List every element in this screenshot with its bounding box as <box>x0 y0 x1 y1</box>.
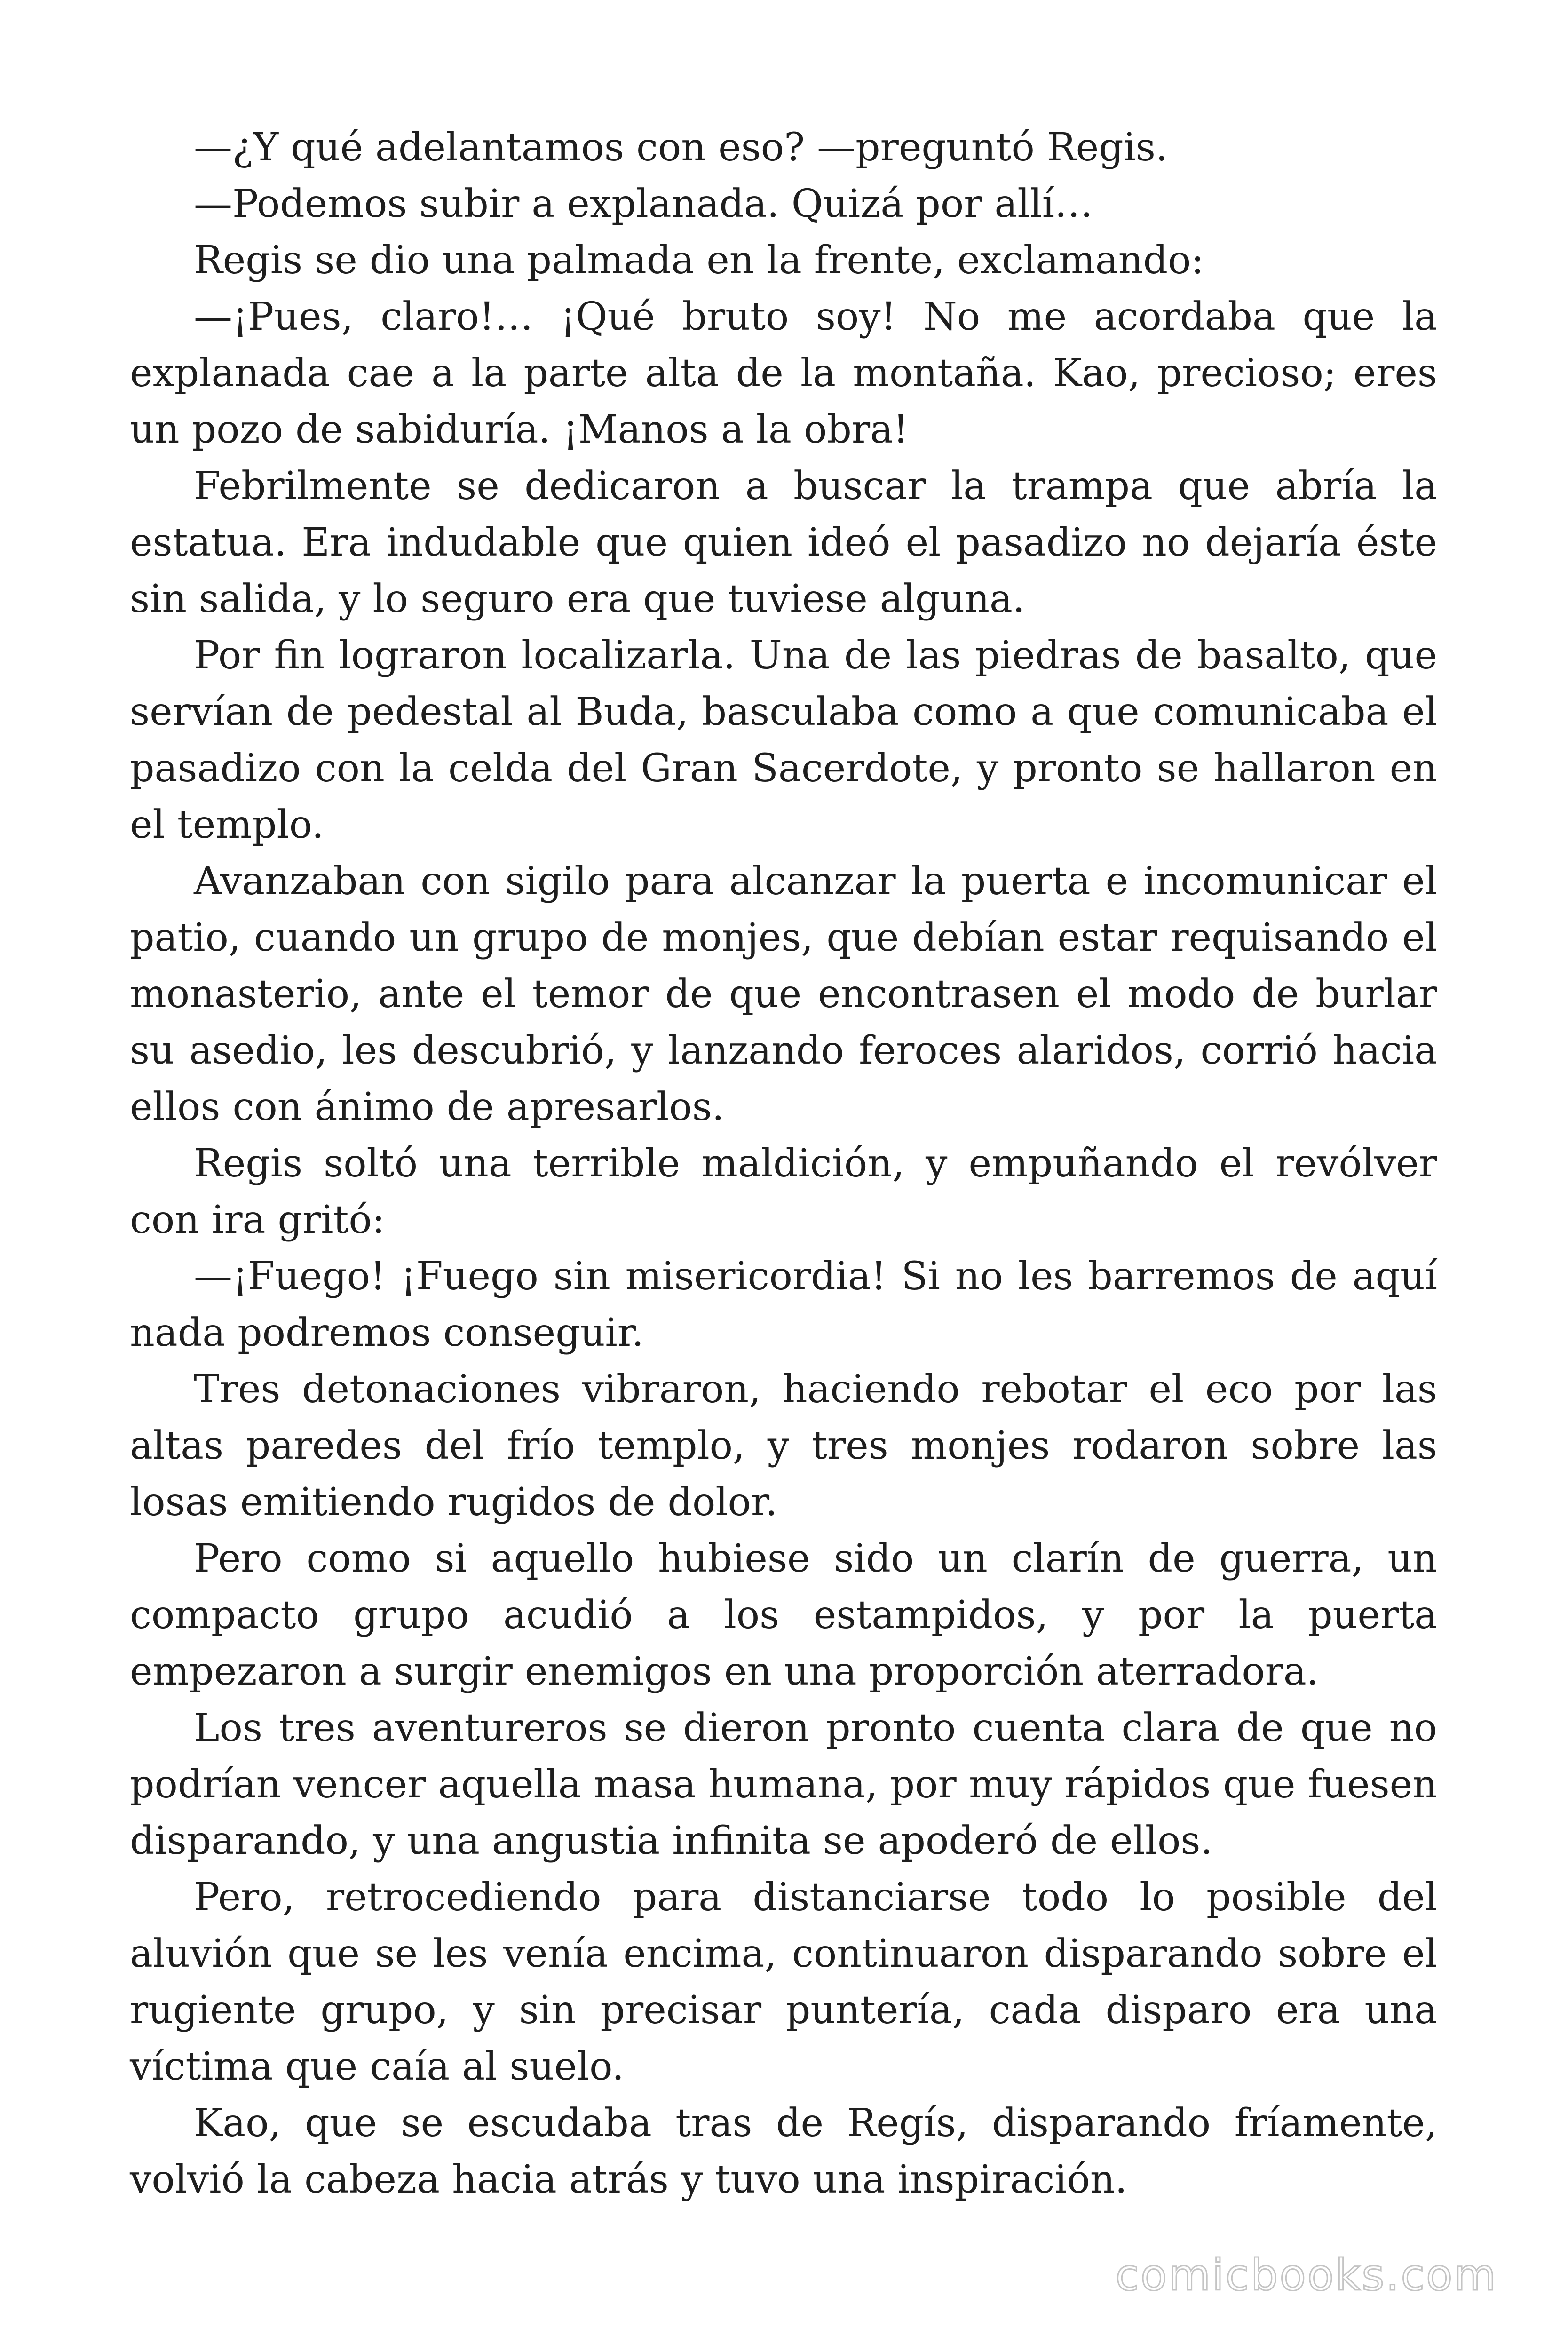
paragraph: Pero como si aquello hubiese sido un clarín de guerra, un compacto grupo acudió a los estampidos, y por la puerta empezaron a surgir enemigos en una proporción aterradora. <box>130 1536 1437 1694</box>
paragraph: Por fin lograron localizarla. Una de las piedras de basalto, que servían de pedestal al Buda, basculaba como a que comunicaba el pasadizo con la celda del Gran Sacerdote, y pronto se hallaron en el templo. <box>130 633 1437 847</box>
paragraph: Regis soltó una terrible maldición, y empuñando el revólver con ira gritó: <box>130 1141 1437 1242</box>
paragraph: Avanzaban con sigilo para alcanzar la puerta e incomunicar el patio, cuando un grupo de monjes, que debían estar requisando el monasterio, ante el temor de que encontrasen el modo de burlar su asedio, les descubrió, y lanzando feroces alaridos, corrió hacia ellos con ánimo de apresarlos. <box>130 859 1437 1129</box>
paragraph: Pero, retrocediendo para distanciarse todo lo posible del aluvión que se les venía encima, continuaron disparando sobre el rugiente grupo, y sin precisar puntería, cada disparo era una víctima que caía al suelo. <box>130 1875 1437 2089</box>
paragraph: —Podemos subir a explanada. Quizá por allí… <box>194 182 1093 226</box>
paragraph: Febrilmente se dedicaron a buscar la trampa que abría la estatua. Era indudable que quien ideó el pasadizo no dejaría éste sin salida, y lo seguro era que tuviese alguna. <box>130 464 1437 621</box>
paragraph: —¡Fuego! ¡Fuego sin misericordia! Si no les barremos de aquí nada podremos conseguir. <box>130 1254 1437 1355</box>
paragraph: Los tres aventureros se dieron pronto cuenta clara de que no podrían vencer aquella masa humana, por muy rápidos que fuesen disparando, y una angustia infinita se apoderó de ellos. <box>130 1706 1437 1863</box>
paragraph: Tres detonaciones vibraron, haciendo rebotar el eco por las altas paredes del frío templo, y tres monjes rodaron sobre las losas emitiendo rugidos de dolor. <box>130 1367 1437 1525</box>
paragraph: Kao, que se escudaba tras de Regís, disparando fríamente, volvió la cabeza hacia atrás y tuvo una inspiración. <box>130 2101 1437 2202</box>
page-body <box>130 119 1437 2208</box>
paragraph: Regis se dio una palmada en la frente, exclamando: <box>194 238 1204 283</box>
paragraph: —¡Pues, claro!… ¡Qué bruto soy! No me acordaba que la explanada cae a la parte alta de la montaña. Kao, precioso; eres un pozo de sabiduría. ¡Manos a la obra! <box>130 294 1437 452</box>
watermark: comicbooks.com <box>1115 2250 1497 2300</box>
paragraph: —¿Y qué adelantamos con eso? —preguntó Regis. <box>194 125 1168 170</box>
